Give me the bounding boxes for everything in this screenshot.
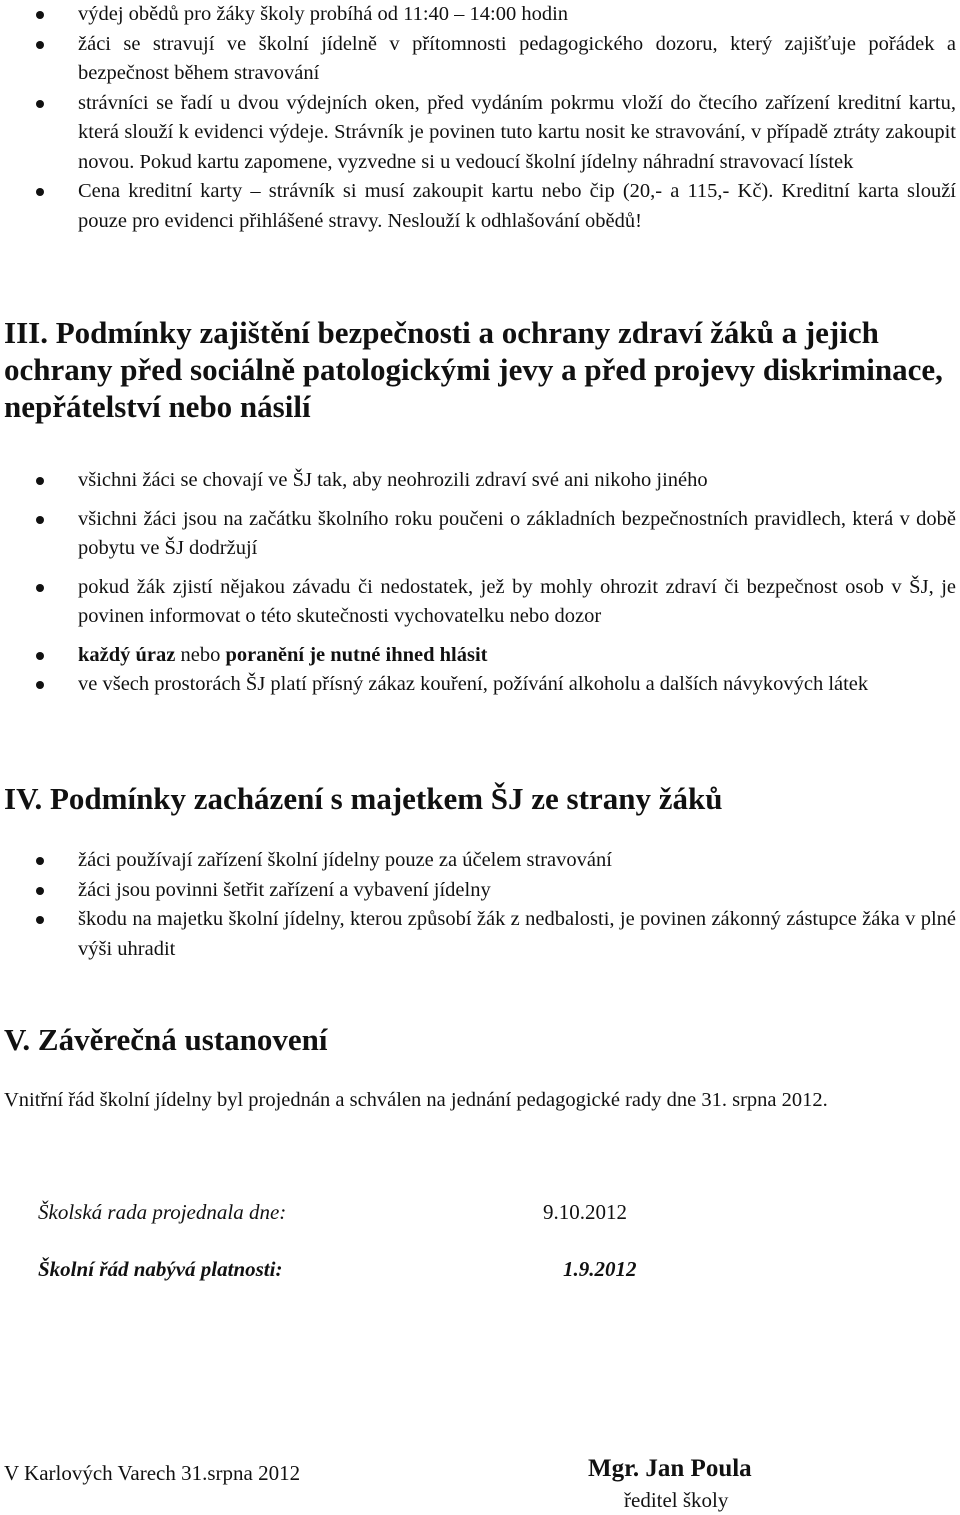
list-item: všichni žáci jsou na začátku školního roku poučeni o základních bezpečnostních pravidlech, která v době pobytu ve ŠJ dodržují bbox=[0, 505, 960, 564]
section-5-heading: V. Závěrečná ustanovení bbox=[4, 1022, 328, 1057]
place-and-date: V Karlových Varech 31.srpna 2012 bbox=[4, 1461, 301, 1485]
safety-rules-list bbox=[0, 466, 960, 700]
council-label: Školská rada projednala dne: bbox=[38, 1200, 287, 1224]
injury-emphasis: každý úraz bbox=[78, 643, 176, 666]
closing-paragraph: Vnitřní řád školní jídelny byl projednán a schválen na jednání pedagogické rady dne 31. srpna 2012. bbox=[4, 1089, 828, 1111]
section-4-heading: IV. Podmínky zacházení s majetkem ŠJ ze strany žáků bbox=[4, 781, 723, 816]
list-item: Cena kreditní karty – strávník si musí zakoupit kartu nebo čip (20,- a 115,- Kč). Kreditní karta slouží pouze pro evidenci přihlášené stravy. Neslouží k odhlašování obědů! bbox=[0, 177, 960, 236]
validity-label: Školní řád nabývá platnosti: bbox=[38, 1257, 283, 1281]
list-item: ve všech prostorách ŠJ platí přísný zákaz kouření, požívání alkoholu a dalších návykových látek bbox=[0, 670, 960, 700]
list-item: žáci se stravují ve školní jídelně v přítomnosti pedagogického dozoru, který zajišťuje pořádek a bezpečnost během stravování bbox=[0, 30, 960, 89]
council-date: 9.10.2012 bbox=[543, 1200, 627, 1224]
list-item: škodu na majetku školní jídelny, kterou způsobí žák z nedbalosti, je povinen zákonný zástupce žáka v plné výši uhradit bbox=[0, 905, 960, 964]
canteen-rules-list bbox=[0, 0, 960, 236]
list-item: žáci používají zařízení školní jídelny pouze za účelem stravování bbox=[0, 846, 960, 876]
list-item: žáci jsou povinni šetřit zařízení a vybavení jídelny bbox=[0, 876, 960, 906]
injury-report-item bbox=[0, 641, 960, 671]
list-item: strávníci se řadí u dvou výdejních oken, před vydáním pokrmu vloží do čtecího zařízení kreditní kartu, která slouží k evidenci výdeje. Strávník je povinen tuto kartu nosit ke stravování, v případě ztráty zakoupit novou. Pokud kartu zapomene, vyzvedne si u vedoucí školní jídelny náhradní stravovací lístek bbox=[0, 89, 960, 178]
injury-emphasis-2: poranění je nutné ihned hlásit bbox=[225, 643, 488, 666]
list-item: všichni žáci se chovají ve ŠJ tak, aby neohrozili zdraví své ani nikoho jiného bbox=[0, 466, 960, 496]
section-3-heading: III. Podmínky zajištění bezpečnosti a ochrany zdraví žáků a jejich ochrany před sociálně patologickými jevy a před projevy diskriminace, nepřátelství nebo násilí bbox=[4, 315, 943, 424]
list-item: výdej obědů pro žáky školy probíhá od 11:40 – 14:00 hodin bbox=[0, 0, 960, 30]
signatory-role: ředitel školy bbox=[624, 1488, 729, 1512]
property-rules-list bbox=[0, 846, 960, 964]
list-item: pokud žák zjistí nějakou závadu či nedostatek, jež by mohly ohrozit zdraví či bezpečnost osob v ŠJ, je povinen informovat o této skutečnosti vychovatelku nebo dozor bbox=[0, 573, 960, 632]
signatory-name: Mgr. Jan Poula bbox=[588, 1455, 752, 1482]
validity-date: 1.9.2012 bbox=[563, 1257, 637, 1281]
injury-connector: nebo bbox=[175, 643, 226, 666]
